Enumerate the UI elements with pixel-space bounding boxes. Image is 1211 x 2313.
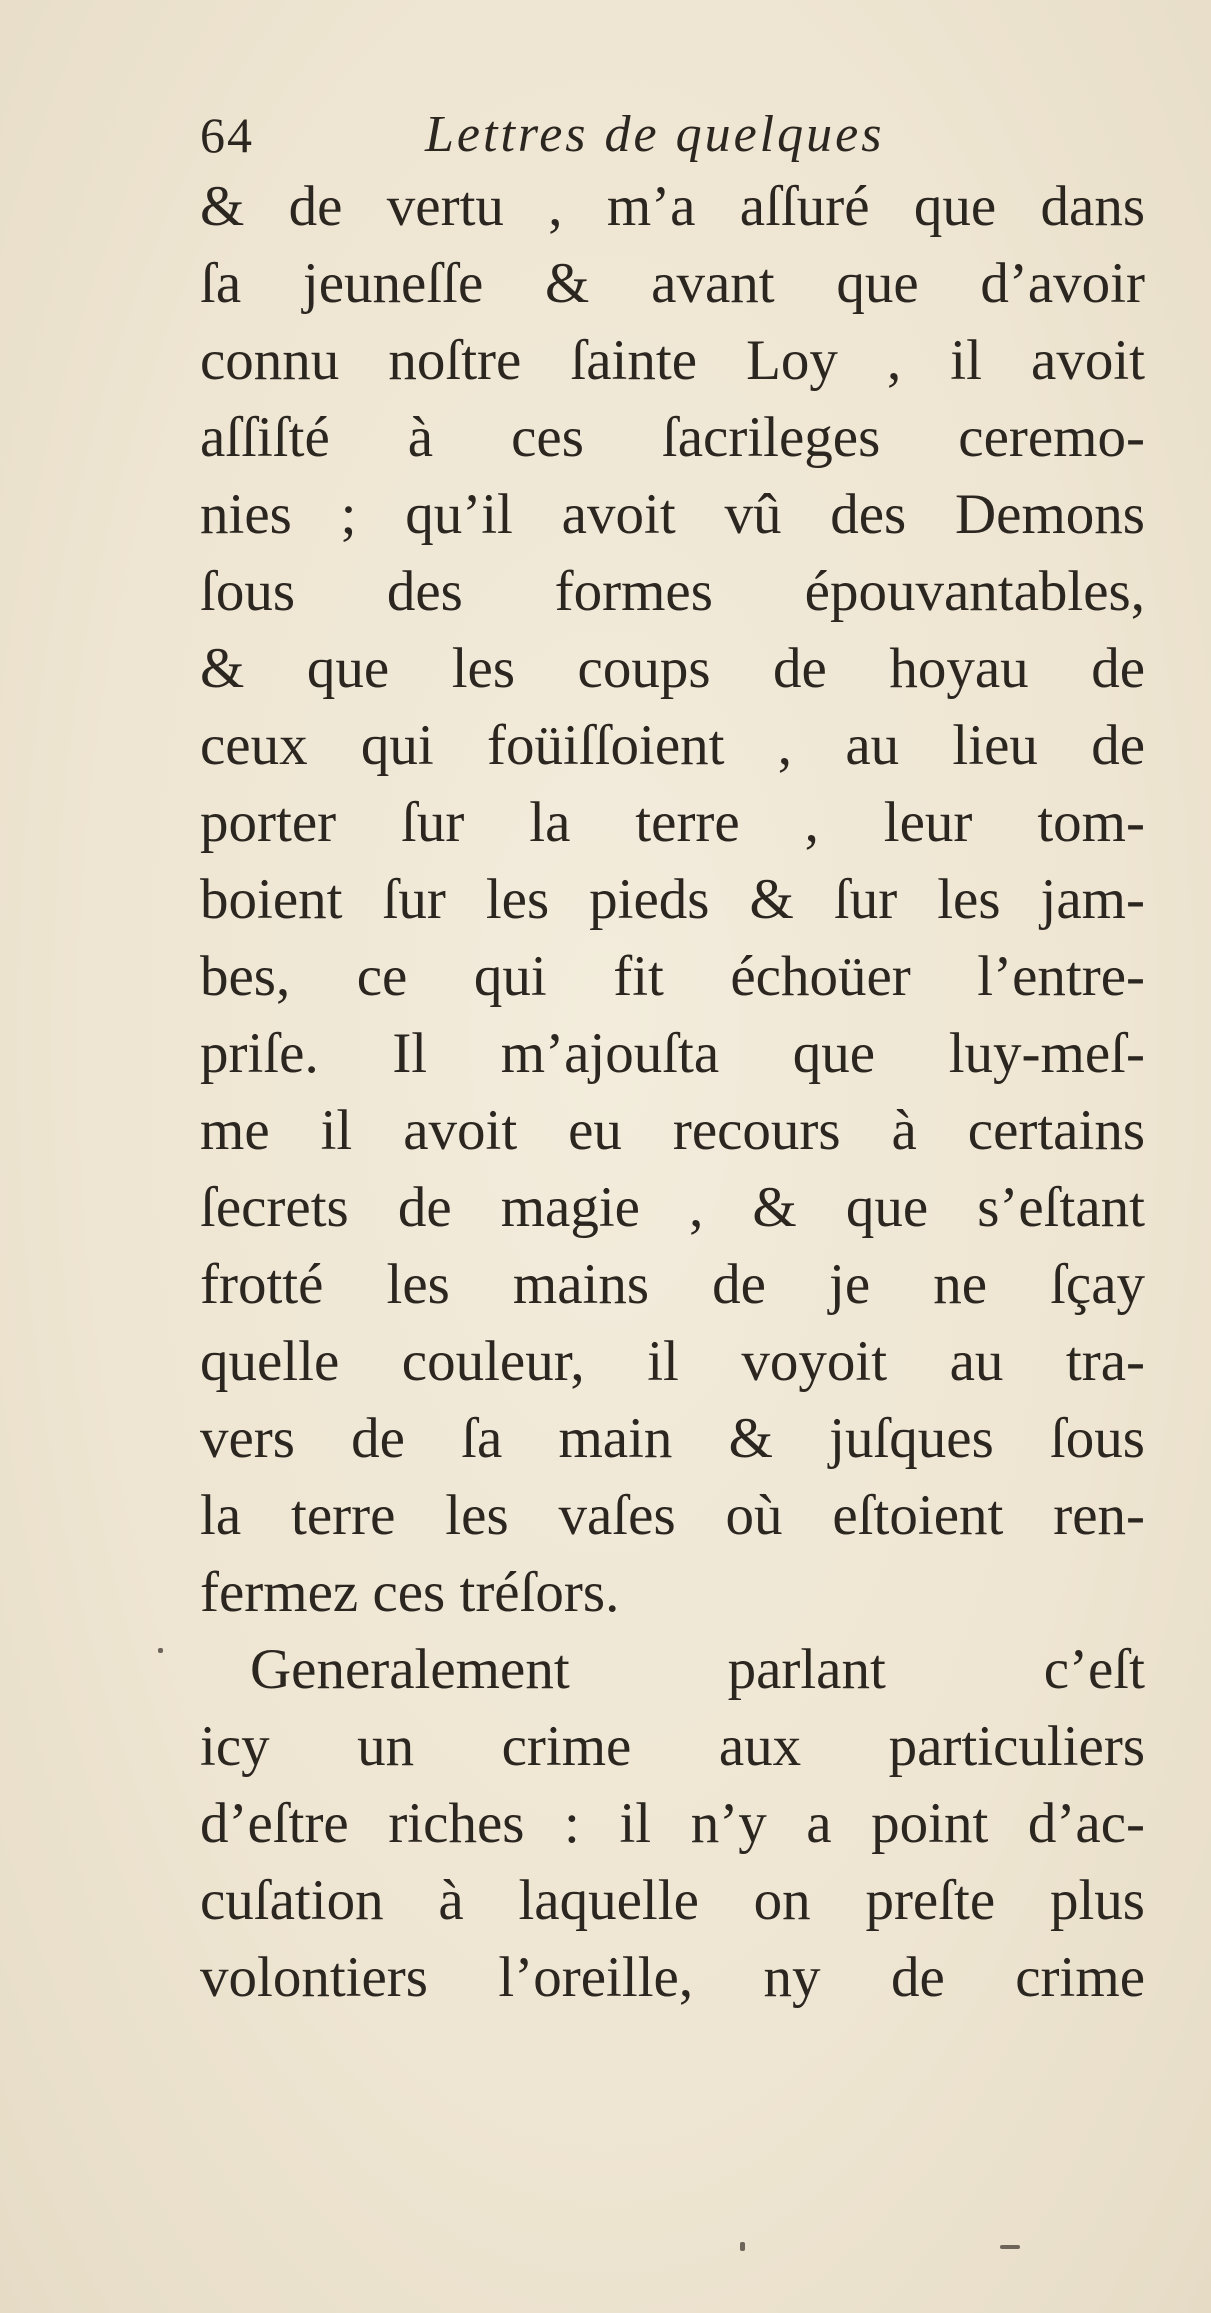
text-line: aſſiſté à ces ſacrileges ceremo- [200,406,1145,469]
text-line: icy un crime aux particuliers [200,1715,1145,1778]
text-line: ceux qui foüiſſoient , au lieu de [200,714,1145,777]
text-line: & de vertu , m’a aſſuré que dans [200,175,1145,238]
text-line: bes, ce qui fit échoüer l’entre- [200,945,1145,1008]
text-line: Generalement parlant c’eſt [250,1638,1145,1701]
text-line: nies ; qu’il avoit vû des Demons [200,483,1145,546]
text-line: ſecrets de magie , & que s’eſtant [200,1176,1145,1239]
text-line: boient ſur les pieds & ſur les jam- [200,868,1145,931]
text-line: volontiers l’oreille, ny de crime [200,1946,1145,2009]
text-line: ſa jeuneſſe & avant que d’avoir [200,252,1145,315]
paper-speck [740,2242,745,2251]
paper-speck [158,1648,163,1653]
page-header [200,100,1000,170]
body-text [200,168,1145,2016]
text-line: connu noſtre ſainte Loy , il avoit [200,329,1145,392]
text-line: cuſation à laquelle on preſte plus [200,1869,1145,1932]
text-line: vers de ſa main & juſques ſous [200,1407,1145,1470]
text-line: ſous des formes épouvantables, [200,560,1145,623]
text-line: priſe. Il m’ajouſta que luy-meſ- [200,1022,1145,1085]
page-number: 64 [200,107,254,163]
paper-speck [1000,2245,1020,2249]
text-line: porter ſur la terre , leur tom- [200,791,1145,854]
text-line: d’eſtre riches : il n’y a point d’ac- [200,1792,1145,1855]
text-line: & que les coups de hoyau de [200,637,1145,700]
text-line: me il avoit eu recours à certains [200,1099,1145,1162]
text-line: frotté les mains de je ne ſçay [200,1253,1145,1316]
text-line: fermez ces tréſors. [200,1561,620,1624]
running-head: Lettres de quelques [425,106,885,163]
text-line: quelle couleur, il voyoit au tra- [200,1330,1145,1393]
text-line: la terre les vaſes où eſtoient ren- [200,1484,1145,1547]
